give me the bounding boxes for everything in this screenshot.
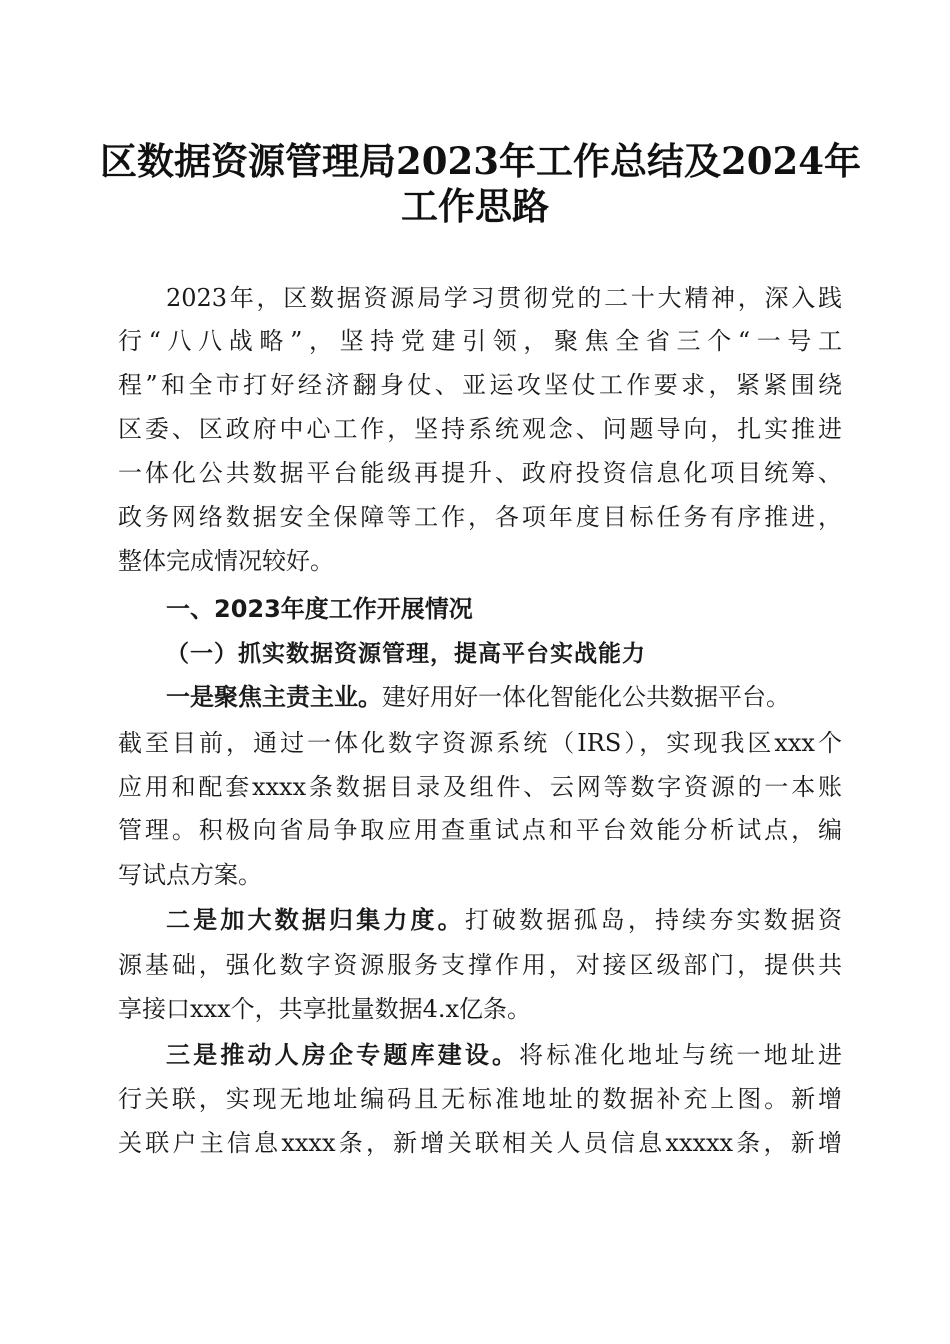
item-lead: 二是加大数据归集力度。 [166, 905, 465, 934]
item-text: 将标准化地址与统一地址进 [519, 1041, 843, 1069]
item-text: 打破数据孤岛，持续夯实数据资 [464, 906, 843, 934]
intro-line: 整体完成情况较好。 [118, 547, 334, 575]
item-first-line [166, 682, 842, 712]
item-line: 管理。积极向省局争取应用查重试点和平台效能分析试点，编 [118, 816, 842, 844]
item-lead: 一是聚焦主责主业。 [166, 682, 382, 711]
item-text: 建好用好一体化智能化公共数据平台。 [382, 683, 790, 711]
item-line: 应用和配套xxxx条数据目录及组件、云网等数字资源的一本账 [118, 773, 842, 801]
item-first-line [166, 905, 842, 935]
intro-line: 政务网络数据安全保障等工作，各项年度目标任务有序推进， [118, 503, 842, 531]
item-line: 写试点方案。 [118, 861, 262, 889]
intro-line: 2023年，区数据资源局学习贯彻党的二十大精神，深入践 [166, 284, 842, 312]
subsection-heading: （一）抓实数据资源管理，提高平台实战能力 [166, 640, 646, 667]
item-first-line [166, 1040, 842, 1070]
intro-line: 区委、区政府中心工作，坚持系统观念、问题导向，扎实推进 [118, 415, 842, 443]
document-title-line-2: 工作思路 [401, 184, 549, 228]
intro-line: 一体化公共数据平台能级再提升、政府投资信息化项目统筹、 [118, 459, 842, 487]
item-line: 关联户主信息xxxx条，新增关联相关人员信息xxxxx条，新增 [118, 1129, 842, 1157]
item-line: 截至目前，通过一体化数字资源系统（IRS），实现我区xxx个 [118, 729, 842, 757]
document-title-line-1: 区数据资源管理局2023年工作总结及2024年 [100, 139, 861, 183]
section-heading: 一、2023年度工作开展情况 [166, 595, 473, 623]
item-line: 源基础，强化数字资源服务支撑作用，对接区级部门，提供共 [118, 951, 842, 979]
item-line: 行关联，实现无地址编码且无标准地址的数据补充上图。新增 [118, 1085, 842, 1113]
intro-line: 程”和全市打好经济翻身仗、亚运攻坚仗工作要求，紧紧围绕 [118, 371, 842, 399]
intro-line: 行“八八战略”，坚持党建引领，聚焦全省三个“一号工 [118, 327, 842, 355]
item-line: 享接口xxx个，共享批量数据4.x亿条。 [118, 995, 532, 1023]
item-lead: 三是推动人房企专题库建设。 [166, 1040, 520, 1069]
